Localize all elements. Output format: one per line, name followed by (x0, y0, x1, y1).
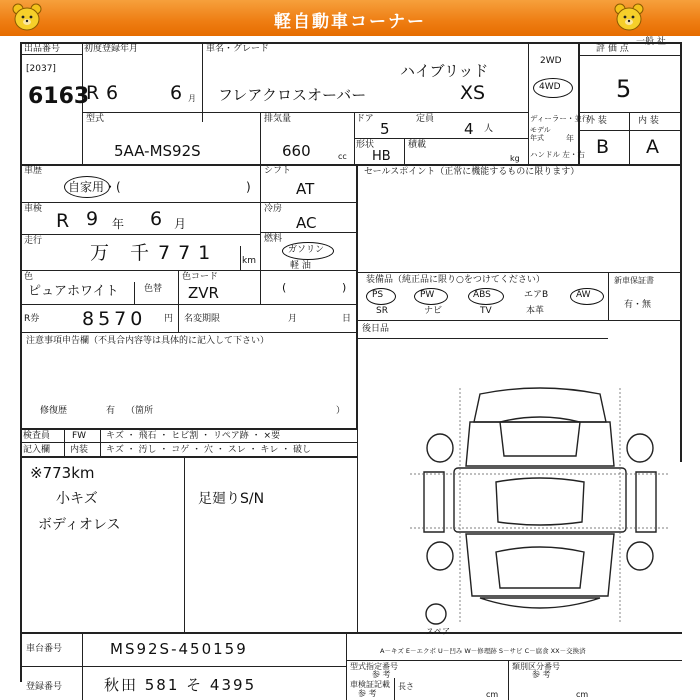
first-registration-era: R (86, 82, 100, 104)
history-close: ) (246, 180, 251, 194)
inspector-note-suspension: 足廻りS/N (198, 491, 265, 507)
inspection-year-suffix: 年 (112, 217, 125, 231)
name-change-month: 月 (288, 314, 298, 324)
notes-label: 注意事項申告欄（不具合内容等は具体的に記入して下さい） (26, 336, 270, 346)
inspector-note-mileage: ※773km (30, 464, 95, 482)
bear-mascot-icon (612, 2, 646, 34)
first-registration-year: 6 (106, 82, 119, 104)
cert-label: 車検証記載 (350, 680, 390, 689)
lot-number-label: 出品番号 (24, 44, 61, 54)
equip-pw: PW (420, 290, 435, 300)
ac-value: AC (296, 214, 317, 232)
equip-navi: ナビ (424, 306, 443, 316)
inspector-note-scratch: 小キズ (56, 491, 98, 507)
category-sub: 参 考 (532, 670, 551, 679)
inspection-month: 6 (150, 208, 163, 230)
interior-code-label: 内装 (70, 445, 89, 455)
mileage-sen: 千 (130, 242, 150, 264)
interior-codes: キズ ・ 汚し ・ コゲ ・ 穴 ・ スレ ・ キレ ・ 破し (106, 445, 312, 455)
exterior-label: 外 装 (586, 116, 607, 126)
model-label: 車名・グレード (206, 44, 270, 54)
repair-value: 有 (106, 406, 116, 416)
grade-xs: XS (460, 82, 486, 104)
history-label: 車歴 (24, 166, 43, 176)
year-suffix: 年 (566, 134, 574, 143)
equip-aw: AW (576, 290, 591, 300)
first-registration-label: 初度登録年月 (84, 44, 139, 54)
color-value: ピュアホワイト (28, 284, 119, 299)
handle-label: ハンドル 左・右 (530, 150, 585, 159)
cc-unit: cc (338, 152, 347, 161)
capacity-unit: 人 (484, 124, 494, 134)
equipment-label: 装備品（純正品に限り○をつけてください） (366, 275, 545, 285)
door-label: ドア (356, 114, 374, 124)
name-change-label: 名変期限 (184, 314, 221, 324)
recycle-value: 8570 (82, 308, 147, 330)
width-cm: cm (576, 690, 589, 699)
inspection-year: 9 (86, 208, 99, 230)
drive-4wd: 4WD (539, 82, 561, 92)
first-registration-month: 6 (170, 82, 183, 104)
inspector-note-body: ボディオレス (38, 517, 121, 533)
damage-legend: A－キズ E－エクボ U－凹み W－修理跡 S－サビ C－腐食 XX－交換済 (380, 647, 586, 655)
mileage-label: 走行 (24, 236, 43, 246)
car-damage-diagram (400, 382, 680, 632)
registration-label: 登録番号 (26, 682, 63, 692)
registration-number: 秋田 581 そ 4395 (104, 676, 257, 694)
load-unit: kg (510, 154, 520, 163)
category-label: 類別区分番号 (512, 662, 560, 671)
month-suffix: 月 (188, 94, 196, 103)
mileage-digits: 771 (158, 242, 219, 264)
fuel-diesel: 軽 油 (290, 261, 311, 271)
equip-sr: SR (376, 306, 388, 316)
inspector-label: 検査員 (23, 431, 51, 441)
load-label: 積載 (408, 140, 427, 150)
banner-title: 軽自動車コーナー (274, 12, 426, 32)
sales-point-label: セールスポイント（正常に機能するものに限ります） (364, 167, 580, 177)
length-label: 長さ (398, 682, 414, 691)
equip-tv: TV (480, 306, 492, 316)
score-label: 評 価 点 (596, 44, 629, 54)
fuel-paren-close: ) (342, 281, 347, 294)
equip-leather: 本革 (526, 306, 545, 316)
displacement-label: 排気量 (264, 114, 292, 124)
spare-label: スペア (426, 627, 450, 636)
color-code-label: 色コード (182, 272, 219, 282)
interior-score: A (646, 136, 659, 158)
dealer-label: ディーラー・並行 (530, 114, 590, 123)
chassis-number: MS92S-450159 (110, 640, 248, 658)
header-banner (0, 0, 700, 36)
mileage-man: 万 (90, 242, 110, 264)
type-spec-label: 型式指定番号 (350, 662, 398, 671)
ac-label: 冷房 (264, 204, 283, 214)
cert-sub: 参 考 (358, 689, 377, 698)
rear-items-label: 後日品 (362, 324, 390, 334)
exterior-score: B (596, 136, 610, 158)
fuel-paren-open: ( (282, 281, 287, 294)
shape-value: HB (372, 149, 391, 164)
length-cm: cm (486, 690, 499, 699)
auction-sheet (20, 42, 682, 700)
lot-number: 6163 (28, 84, 90, 109)
fw-codes: キズ ・ 飛石 ・ ヒビ割 ・ リペア跡 ・ ×要 (106, 431, 281, 441)
displacement-value: 660 (282, 142, 311, 160)
equip-ps: PS (372, 290, 384, 300)
grade-name: ハイブリッド (400, 62, 489, 80)
model-name: フレアクロスオーバー (218, 86, 367, 104)
overall-score: 5 (616, 75, 632, 103)
inspection-month-suffix: 月 (174, 217, 187, 231)
inspection-era: R (56, 210, 70, 232)
fuel-gasoline: ガソリン (288, 245, 325, 255)
repair-label: 修復歴 (40, 406, 68, 416)
door-value: 5 (380, 120, 390, 138)
name-change-day: 日 (342, 314, 352, 324)
color-change-label: 色替 (144, 284, 163, 294)
mileage-unit: km (242, 256, 256, 266)
chassis-label: 車台番号 (26, 644, 63, 654)
drive-2wd: 2WD (540, 56, 562, 66)
color-label: 色 (24, 272, 34, 282)
capacity-value: 4 (464, 120, 474, 138)
repair-close: ） (336, 406, 346, 416)
type-label: 型式 (86, 114, 105, 124)
shift-value: AT (296, 180, 315, 198)
shift-label: シフト (264, 166, 292, 176)
type-spec-sub: 参 考 (372, 670, 391, 679)
recycle-label: R券 (24, 314, 40, 324)
inspector-entry-label: 記入欄 (23, 445, 51, 455)
yen-unit: 円 (164, 314, 174, 324)
history-value: 自家用・( (68, 180, 121, 194)
inspection-label: 車検 (24, 204, 43, 214)
equip-airbag: エアB (524, 290, 549, 300)
equip-abs: ABS (473, 290, 491, 300)
capacity-label: 定員 (416, 114, 435, 124)
fuel-label: 燃料 (264, 234, 283, 244)
color-code-value: ZVR (188, 284, 219, 302)
shape-label: 形状 (356, 140, 375, 150)
fw-label: FW (72, 431, 87, 441)
repair-place: （箇所 (126, 406, 154, 416)
type-value: 5AA-MS92S (114, 142, 201, 160)
warranty-label: 新車保証書 (614, 276, 654, 285)
model-year-label: モデル 年式 (530, 126, 551, 142)
interior-label: 内 装 (638, 116, 659, 126)
lot-sub-number: [2037] (26, 64, 56, 74)
warranty-value: 有・無 (624, 300, 652, 310)
